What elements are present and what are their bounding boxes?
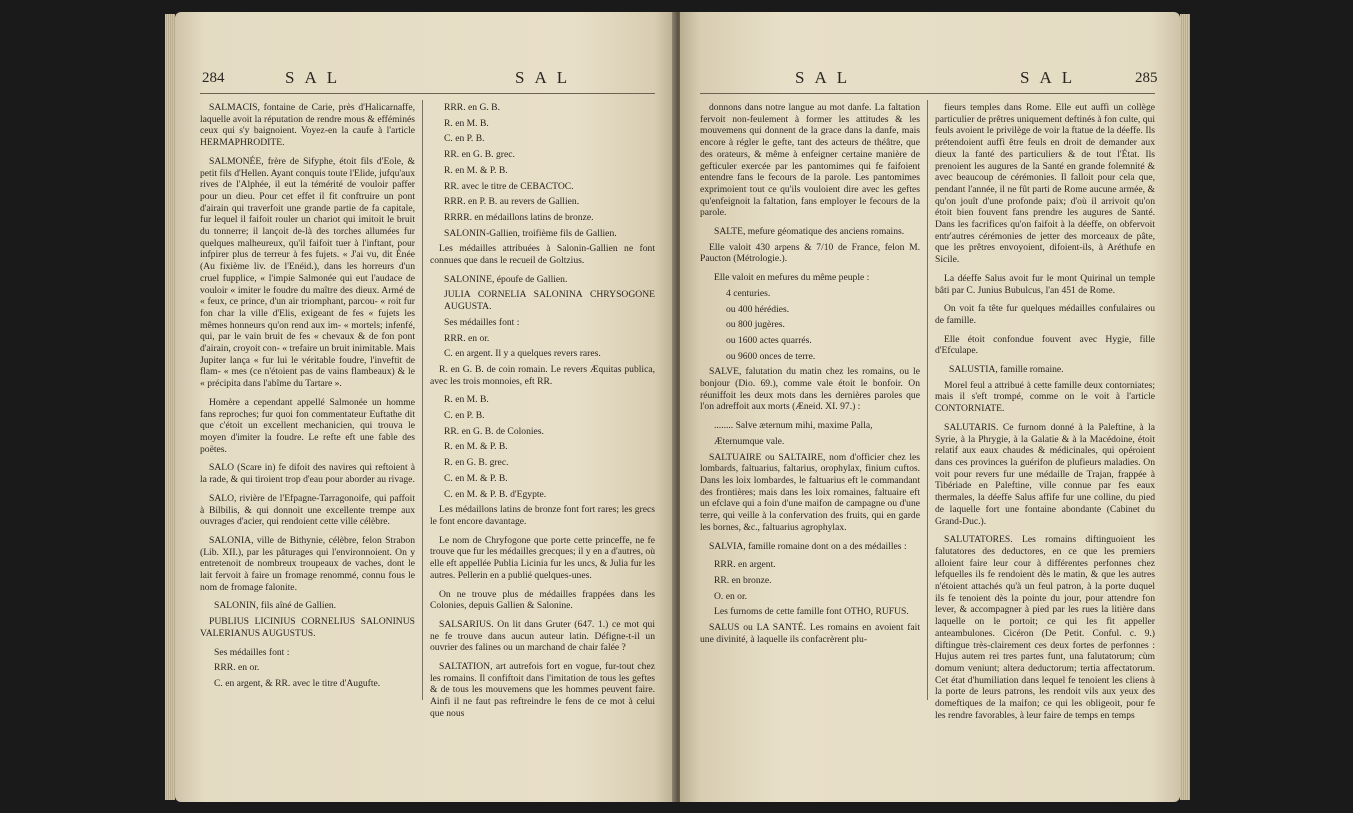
paragraph: R. en M. B.: [444, 394, 489, 406]
paragraph: R. en M. & P. B.: [444, 164, 508, 176]
running-head: SAL: [1020, 68, 1083, 87]
paragraph: SALMONÉE, frère de Sifyphe, étoit fils d'Eole, & petit fils d'Hellen. Ayant conquis toute l'Elide, jufqu'aux rives de l'Alphée, il eut la témérité de vouloir paffer pour un dieu. Pour cet effet il fit conftruire un pont d'airain qui traverfoit une grande partie de fa capitale, fur lequel il faifoit rouler un chariot qui imitoit le bruit du tonnerre; il lançoit de-là des torches allumées fur quelques malheureux, qu'il faifoit tuer à l'inftant, pour infpirer plus de terreur à fes fujets. « J'ai vu, dit Énée (Au fixième liv. de l'Enéid.), dans les horreurs d'un cruel fupplice, « l'impie Salmonée qui eut l'audace de vouloir « imiter le foudre du maître des dieux. Armé de « feux, ce prince, d'un air triomphant, parcou- « roit fur fon char la ville d'Elis, exigeant de fes « fujets les mêmes honneurs qu'on rend aux im- « mortels; infenfé, qui, par le vain bruit de fes « chevaux & de fon pont d'airain, croyoit con- « trefaire un bruit inimitable. Mais Jupiter lança « fur lui le véritable foudre, l'inveftit de flam- « mes (ce n'étoient pas de vains flambeaux) & le « précipita dans l'abîme du Tartare ».: [200, 155, 415, 390]
paragraph: SALTUAIRE ou SALTAIRE, nom d'officier chez les lombards, faltuarius, faltarius, orophylax, finium cuftos. Dans les loix lombardes, le faltuarius eft le commandant des frontières; mais dans les loix romaines, faltuaire eft un efclave qui a foin d'une maifon de campagne ou d'une terre, qui veille à la confervation des fruits, qui en garde les bornes, &c., faltuarius agrophylax.: [700, 451, 920, 533]
paragraph: C. en argent. Il y a quelques revers rares.: [444, 348, 601, 360]
running-head: SAL: [285, 68, 348, 87]
paragraph: RR. en G. B. de Colonies.: [444, 425, 544, 437]
paragraph: C. en P. B.: [444, 133, 485, 145]
paragraph: SALONIN, fils aîné de Gallien.: [214, 600, 337, 612]
text-column-left: [700, 102, 920, 652]
paragraph: RRR. en or.: [444, 332, 490, 344]
paragraph: SALUTARIS. Ce furnom donné à la Paleftine, à la Syrie, à la Phrygie, à la Galatie & à la Macédoine, étoit relatif aux eaux chaudes & médicinales, qui opéroient dans ces provinces la guérifon de plufieurs maladies. On voit pour revers fur une médaille de Trajan, frappée à Tibériade en Paleftine, ville connue par fes eaux thermales, la déeffe Salus affife fur une colline, du pied de laquelle fort une fontaine abondante (Cabinet du Grand-Duc.).: [935, 421, 1155, 527]
paragraph: SALUTATORES. Les romains diftinguoient les falutatores des deductores, en ce que les premiers alloient faire leur cour à différentes perfonnes chez lefquelles ils fe rendoient dès le matin, & que les autres n'étoient attachés qu'à un feul patron, à la porte duquel ils fe tenoient dès la pointe du jour, pour attendre fon lever, & accompagner à pied par les rues la litière dans laquelle on le portoit; ce qui les fit appeller anteambulones. Cicéron (De Petit. Conful. c. 9.) diftingue très-clairement ces deux fortes de perfonnes : Hujus autem rei tres partes funt, una falutatorum; cùm domum veniunt; altera deductorum; tertia affectatorum. Cet état d'humiliation dans lequel fe tenoient les cliens à la porte de leurs patrons, les rendoit vils aux yeux des domeftiques de la maifon; ce qui les obligeoit, pour fe les rendre favorables, à leur faire de temps en temps: [935, 534, 1155, 721]
paragraph: R. en G. B. grec.: [444, 457, 509, 469]
column-divider: [927, 100, 928, 700]
paragraph: SALO, rivière de l'Efpagne-Tarragonoife, qui paffoit à Bilbilis, & qui donnoit une excellente trempe aux ouvrages d'acier, qui rendoient cette ville célèbre.: [200, 492, 415, 528]
paragraph: SALONIA, ville de Bithynie, célèbre, felon Strabon (Lib. XII.), par les pâturages qui l'environnoient. On y entretenoit de nombreux troupeaux de vaches, dont le lait fervoit à faire un fromage renommé, connu fous le nom de fromage falonite.: [200, 534, 415, 593]
paragraph: SALVIA, famille romaine dont on a des médailles :: [709, 540, 907, 552]
paragraph: SALMACIS, fontaine de Carie, près d'Halicarnaffe, laquelle avoit la réputation de rendre mous & efféminés ceux qui s'y baignoient. Voyez-en la caufe à l'article HERMAPHRODITE.: [200, 102, 415, 149]
running-head: SAL: [515, 68, 578, 87]
paragraph: La déeffe Salus avoit fur le mont Quirinal un temple bâti par C. Junius Bubulcus, l'an 451 de Rome.: [935, 272, 1155, 296]
paragraph: ou 1600 actes quarrés.: [726, 334, 812, 346]
text-column-left: [200, 102, 415, 694]
paragraph: Elle valoit 430 arpens & 7/10 de France, felon M. Paucton (Métrologie.).: [700, 241, 920, 265]
text-column-right: [430, 102, 655, 727]
paragraph: fieurs temples dans Rome. Elle eut auffi un collège particulier de prêtres uniquement deftinés à fon culte, qui feuls avoient le privilège de voir la ftatue de la déeffe. Ils prétendoient auffi être feuls en droit de demander aux dieux la fanté des particuliers & de tout l'État. Ils prenoient les augures de la Santé en grande folemnité & avec beaucoup de cérémonies. Il falloit pour cela que, pendant l'année, il ne fût parti de Rome aucune armée, & qu'on jouît d'une profonde paix; d'où il arrivoit qu'on étoit bien fouvent fans prendre les augures de Santé. Dans les facrifices qu'on faifoit à la déeffe, on obfervoit entr'autres cérémonies de jetter des morceaux de pâte, que les prêtres envoyoient, difoient-ils, à Aréthufe en Sicile.: [935, 102, 1155, 266]
paragraph: SALSARIUS. On lit dans Gruter (647. 1.) ce mot qui ne fe trouve dans aucun auteur latin. Défigne-t-il un ouvrier des falines ou un marchand de chair falée ?: [430, 618, 655, 654]
column-divider: [422, 100, 423, 700]
paragraph: On ne trouve plus de médailles frappées dans les Colonies, depuis Gallien & Salonine.: [430, 588, 655, 612]
paragraph: Les médaillons latins de bronze font fort rares; les grecs le font encore davantage.: [430, 504, 655, 527]
paragraph: RRR. en P. B. au revers de Gallien.: [444, 196, 580, 208]
paragraph: SALTE, mefure géomatique des anciens romains.: [714, 226, 905, 238]
paragraph: Les furnoms de cette famille font OTHO, RUFUS.: [714, 606, 909, 618]
paragraph: SALUS ou LA SANTÉ. Les romains en avoient fait une divinité, à laquelle ils confacrèrent plu-: [700, 622, 920, 645]
page-number: 285: [1135, 70, 1158, 86]
paragraph: ou 800 jugères.: [726, 319, 785, 331]
paragraph: SALUSTIA, famille romaine.: [949, 364, 1064, 376]
paragraph: C. en argent, & RR. avec le titre d'Augufte.: [214, 677, 381, 689]
paragraph: JULIA CORNELIA SALONINA CHRYSOGONE AUGUSTA.: [444, 289, 655, 313]
paragraph: Ses médailles font :: [444, 316, 520, 328]
page-number: 284: [202, 70, 225, 86]
paragraph: SALVE, falutation du matin chez les romains, ou le bonjour (Dio. 69.), comme vale étoit le bonfoir. On réuniffoit les deux mots dans les dernières paroles que l'on adreffoit aux morts (Æneid. XI. 97.) :: [700, 366, 920, 413]
header-rule: [200, 93, 655, 94]
paragraph: R. en M. B.: [444, 117, 489, 129]
paragraph: Elle étoit confondue fouvent avec Hygie, fille d'Efculape.: [935, 333, 1155, 357]
paragraph: C. en M. & P. B. d'Egypte.: [444, 488, 547, 500]
paragraph: R. en M. & P. B.: [444, 441, 508, 453]
paragraph: RR. avec le titre de CEBACTOC.: [444, 180, 574, 192]
paragraph: Æternumque vale.: [714, 435, 785, 447]
paragraph: SALO (Scare in) fe difoit des navires qui reftoient à la rade, & qui tiroient trop d'eau pour aborder au rivage.: [200, 462, 415, 486]
paragraph: C. en P. B.: [444, 410, 485, 422]
paragraph: SALONINE, époufe de Gallien.: [444, 273, 568, 285]
paragraph: Homère a cependant appellé Salmonée un homme fans reproches; fur quoi fon commentateur Euftathe dit que c'étoit un excellent mechanicien, qui trouva le moyen d'imiter la foudre. Le refte eft une fable des poëtes.: [200, 396, 415, 455]
paragraph: C. en M. & P. B.: [444, 472, 508, 484]
paragraph: donnons dans notre langue au mot danfe. La faltation fervoit non-feulement à former les attitudes & les mouvemens qui donnent de la grace dans la danfe, mais encore à régler le gefte, tant des acteurs de théâtre, que des orateurs, & même à enfeigner certaine manière de gefticuler exercée par les pantomimes qui fe faifoient entendre fans le fecours de la parole. Les pantomimes exprimoient tout ce qu'ils vouloient dire avec les geftes qu'enfeignoit la faltation, fans employer le fecours de la parole.: [700, 102, 920, 219]
header-rule: [700, 93, 1155, 94]
paragraph: 4 centuries.: [726, 287, 771, 299]
paragraph: ou 400 hérédies.: [726, 303, 790, 315]
paragraph: RRRR. en médaillons latins de bronze.: [444, 211, 594, 223]
paragraph: RRR. en G. B.: [444, 102, 500, 113]
paragraph: Le nom de Chryfogone que porte cette princeffe, ne fe trouve que fur les médailles grecques; il y en a d'autres, où elle eft appellée Publia Licinia fur les uncs, & Julia fur les autres. Pellerin en a publié quelques-unes.: [430, 534, 655, 581]
paragraph: RR. en bronze.: [714, 574, 772, 586]
paragraph: R. en G. B. de coin romain. Le revers Æquitas publica, avec les trois monnoies, eft RR.: [430, 363, 655, 387]
paragraph: SALTATION, art autrefois fort en vogue, fur-tout chez les romains. Il confiftoit dans l'imitation de tous les geftes & de tous les mouvemens que les hommes peuvent faire. Ainfi il ne faut pas reftreindre le fens de ce mot à celui que nous: [430, 661, 655, 719]
paragraph: O. en or.: [714, 590, 748, 602]
page-edges-left: [165, 14, 175, 800]
text-column-right: [935, 102, 1155, 728]
paragraph: RRR. en or.: [214, 662, 260, 674]
running-head: SAL: [795, 68, 858, 87]
paragraph: ou 9600 onces de terre.: [726, 350, 816, 362]
paragraph: Elle valoit en mefures du même peuple :: [714, 272, 870, 284]
paragraph: ........ Salve æternum mihi, maxime Palla,: [714, 420, 873, 432]
paragraph: PUBLIUS LICINIUS CORNELIUS SALONINUS VALERIANUS AUGUSTUS.: [200, 616, 415, 639]
paragraph: On voit fa tête fur quelques médailles confulaires ou de famille.: [935, 303, 1155, 326]
paragraph: RR. en G. B. grec.: [444, 149, 515, 161]
paragraph: RRR. en argent.: [714, 559, 776, 571]
paragraph: SALONIN-Gallien, troifième fils de Gallien.: [444, 227, 617, 239]
page-edges-right: [1180, 14, 1190, 800]
paragraph: Les médailles attribuées à Salonin-Gallien ne font connues que dans le recueil de Goltzius.: [430, 243, 655, 267]
paragraph: Morel feul a attribué à cette famille deux contorniates; mais il s'eft trompé, comme on le voit à l'article CONTORNIATE.: [935, 379, 1155, 415]
right-page: [680, 12, 1180, 802]
left-page: [175, 12, 675, 802]
paragraph: Ses médailles font :: [214, 646, 290, 658]
